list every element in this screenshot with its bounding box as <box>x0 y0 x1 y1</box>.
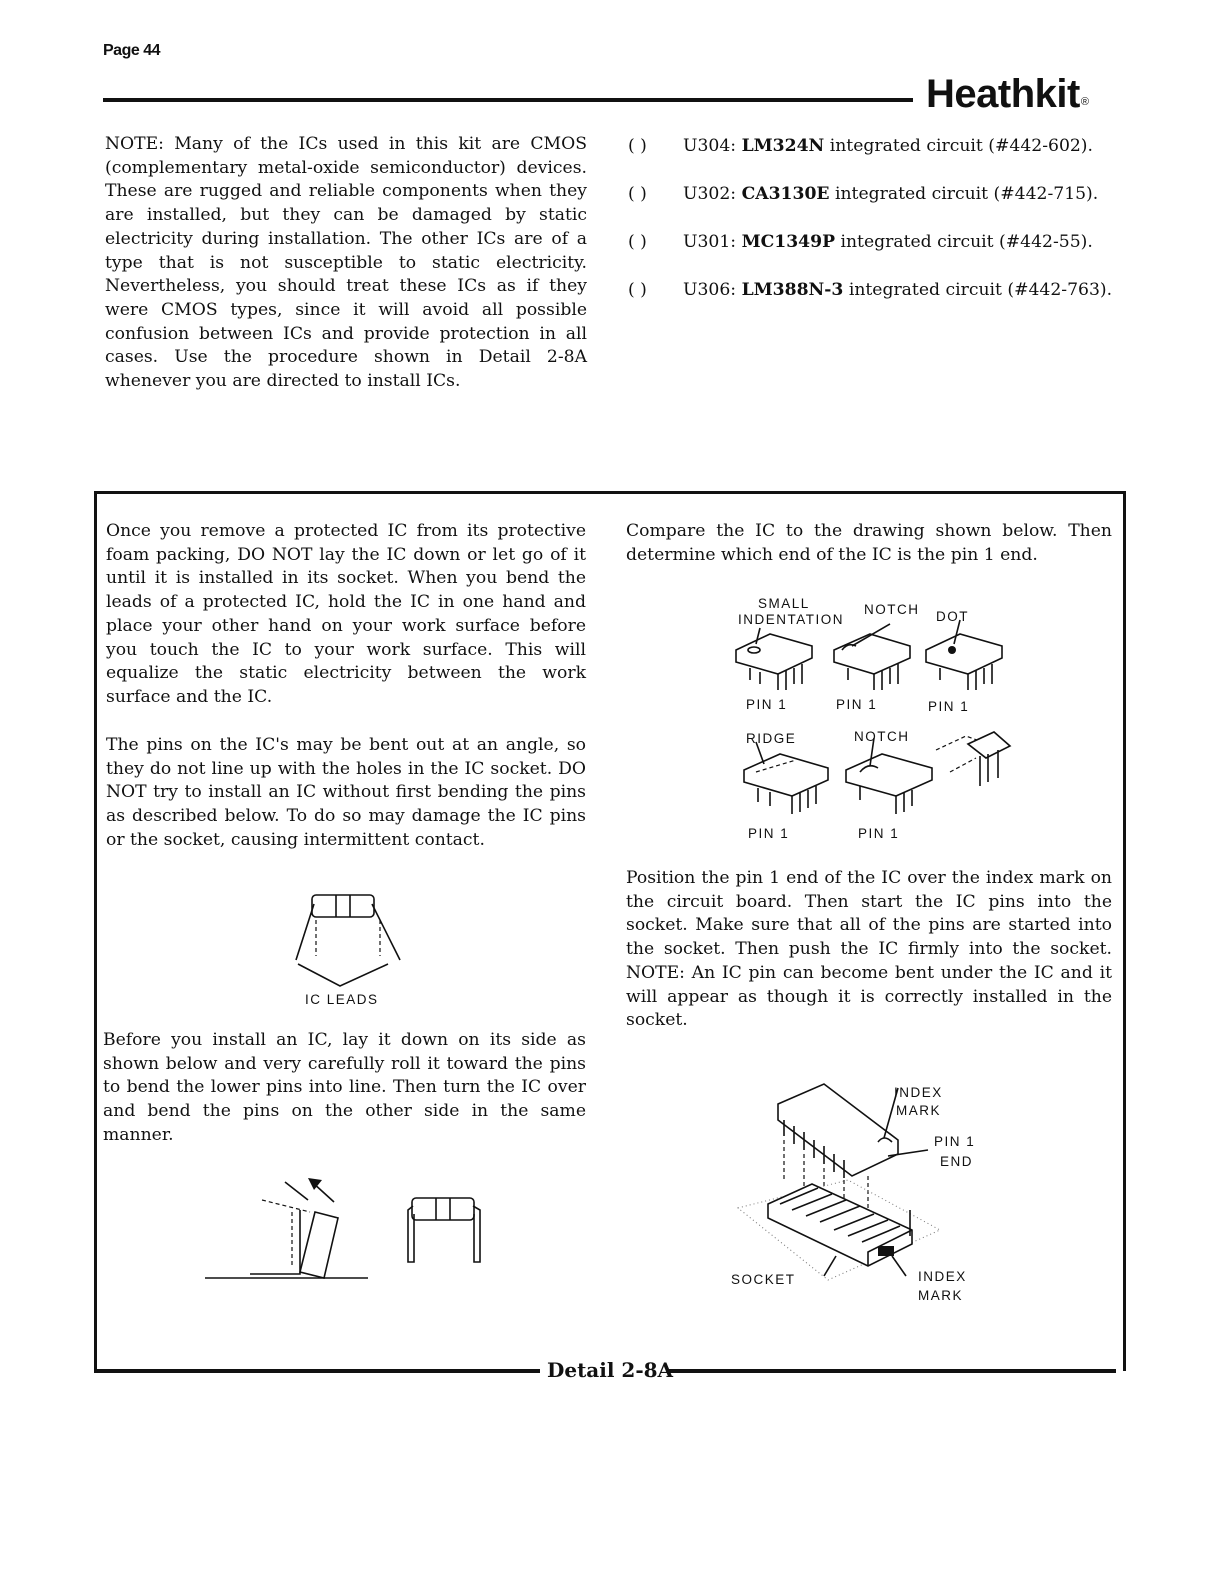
step-part: CA3130E <box>741 184 830 204</box>
ic-leads-label: IC LEADS <box>305 992 379 1007</box>
label-pin1-e: PIN 1 <box>858 826 900 841</box>
label-pin1-c: PIN 1 <box>928 699 970 714</box>
socket-pointer <box>824 1256 836 1276</box>
pin1-identification-figure-top <box>730 628 1020 698</box>
step-ref: U302: <box>683 184 737 204</box>
header-rule <box>103 98 913 102</box>
label-index-top-1: INDEX <box>894 1085 943 1100</box>
registered-mark: ® <box>1080 96 1089 108</box>
step-checkbox[interactable]: ( ) <box>628 136 647 156</box>
pin1-dot-icon <box>948 646 956 654</box>
step-u301 <box>628 231 1118 255</box>
page-number: Page 44 <box>103 42 160 59</box>
step-part: MC1349P <box>741 232 836 252</box>
ic-body-straight <box>412 1198 474 1220</box>
ic-notch-mid <box>846 754 932 796</box>
step-u302 <box>628 183 1118 207</box>
label-pin1-end-1: PIN 1 <box>934 1134 976 1149</box>
ic-leads-figure <box>280 890 410 990</box>
detail-rule-left <box>94 1369 540 1373</box>
step-desc: integrated circuit (#442-55). <box>835 232 1093 252</box>
label-small: SMALL <box>758 596 810 611</box>
step-part: LM324N <box>741 136 825 156</box>
cmos-note: NOTE: Many of the ICs used in this kit are CMOS (complementary metal-oxide semiconductor) devices. These are rugged and reliable components when they are installed, but they can be damaged by static electricity during installation. The other ICs are of a type that is not susceptible to static electricity. Nevertheless, you should treat these ICs as if they were CMOS types, since it will avoid all possible confusion between ICs and provide protection in all cases. Use the procedure shown in Detail 2-8A whenever you are directed to install ICs. <box>105 134 587 392</box>
label-notch-mid: NOTCH <box>854 729 910 744</box>
label-notch-top: NOTCH <box>864 602 920 617</box>
compare-paragraph: Compare the IC to the drawing shown below. Then determine which end of the IC is the pin 1 end. <box>626 521 1112 565</box>
label-ridge: RIDGE <box>746 731 797 746</box>
label-index-top-2: MARK <box>896 1103 942 1118</box>
label-pin1-end-2: END <box>940 1154 974 1169</box>
ic-on-side <box>300 1212 338 1278</box>
label-pin1-b: PIN 1 <box>836 697 878 712</box>
static-warning-paragraph: Once you remove a protected IC from its protective foam packing, DO NOT lay the IC down or let go of it until it is installed in its socket. When you bend the leads of a protected IC, hold the IC in one hand and place your other hand on your work surface before you touch the IC to your work surface. This will equalize the static electricity between the work surface and the IC. <box>106 521 586 707</box>
position-paragraph: Position the pin 1 end of the IC over the index mark on the circuit board. Then start the IC pins into the socket. Make sure that all of the pins are started into the socket. Then push the IC firmly into the socket. NOTE: An IC pin can become bent under the IC and it will appear as though it is correctly installed in the socket. <box>626 868 1112 1031</box>
label-index-bottom-1: INDEX <box>918 1269 967 1284</box>
ic-small-indentation <box>736 634 812 674</box>
ic-lead-left <box>296 904 314 960</box>
step-checkbox[interactable]: ( ) <box>628 232 647 252</box>
step-ref: U304: <box>683 136 737 156</box>
detail-rule-right <box>668 1369 1116 1373</box>
step-ref: U306: <box>683 280 737 300</box>
ic-lead-right <box>372 904 400 960</box>
step-desc: integrated circuit (#442-715). <box>829 184 1099 204</box>
board-index-mark <box>878 1246 894 1256</box>
pin1-identification-figure-bottom <box>736 742 1026 822</box>
label-indentation: INDENTATION <box>738 612 844 627</box>
ic-body-end-view <box>312 895 374 917</box>
ic-above-socket <box>778 1084 898 1176</box>
label-dot: DOT <box>936 609 969 624</box>
step-part: LM388N-3 <box>741 280 844 300</box>
label-pin1-a: PIN 1 <box>746 697 788 712</box>
rolling-ic-figure <box>200 1170 500 1285</box>
label-index-bottom-2: MARK <box>918 1288 964 1303</box>
step-checkbox[interactable]: ( ) <box>628 184 647 204</box>
step-u304 <box>628 135 1118 159</box>
bent-pins-paragraph: The pins on the IC's may be bent out at an angle, so they do not line up with the holes in the IC socket. DO NOT try to install an IC without first bending the pins as described below. To do so may damage the IC pins or the socket, causing intermittent contact. <box>106 735 586 850</box>
step-desc: integrated circuit (#442-763). <box>843 280 1113 300</box>
step-u306 <box>628 279 1118 303</box>
bend-procedure-paragraph: Before you install an IC, lay it down on its side as shown below and very carefully roll it toward the pins to bend the lower pins into line. Then turn the IC over and bend the pins on the other side in the same manner. <box>103 1030 586 1145</box>
brand-name: Heathkit <box>926 72 1080 116</box>
step-desc: integrated circuit (#442-602). <box>824 136 1093 156</box>
step-checkbox[interactable]: ( ) <box>628 280 647 300</box>
step-ref: U301: <box>683 232 737 252</box>
label-socket: SOCKET <box>731 1272 796 1287</box>
detail-caption: Detail 2-8A <box>547 1358 674 1382</box>
label-pin1-d: PIN 1 <box>748 826 790 841</box>
ic-dot <box>926 634 1002 674</box>
brand-logo <box>926 70 1087 118</box>
